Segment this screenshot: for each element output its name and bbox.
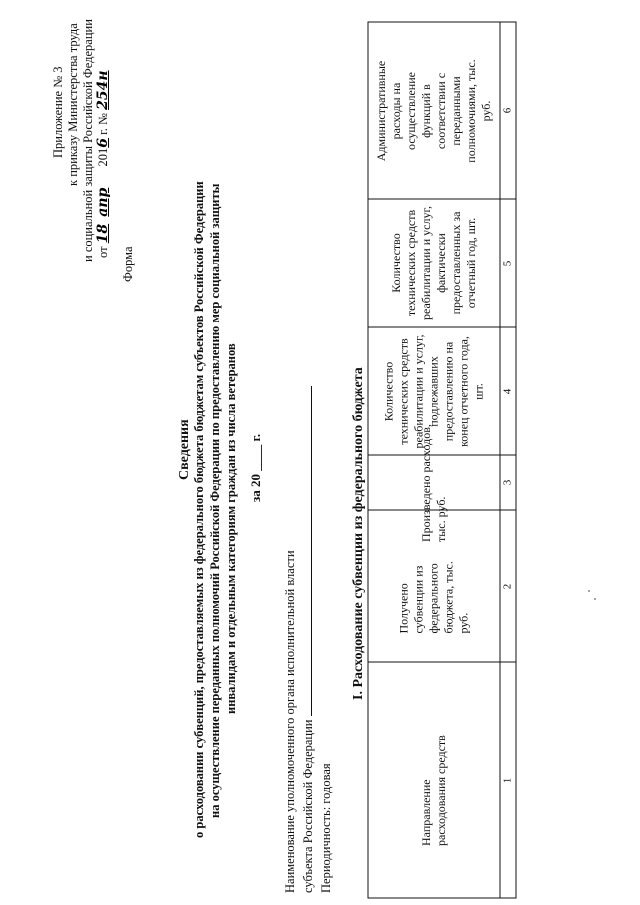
column-number-4 — [500, 327, 516, 455]
column-number-1 — [500, 662, 516, 898]
year-prefix: 201 — [96, 147, 110, 167]
report-period: за 20 ____ г. — [248, 433, 263, 502]
scan-speck — [588, 590, 590, 592]
section-title: I. Расходование субвенции из федерального бюджета — [351, 367, 366, 700]
header-cell-5 — [368, 199, 500, 327]
title-line-3: инвалидам и отдельным категориям граждан из числа ветеранов — [224, 343, 238, 714]
header-cell-4 — [368, 327, 500, 455]
handwritten-month: апр — [95, 187, 111, 217]
title-line-2: на осуществление переданных полномочий Российской Федерации по предоставлению мер социальной защиты — [208, 183, 222, 818]
header-due-quantity: Количество технических средств реабилитации и услуг, подлежавших предоставлению на конец отчетного года, шт. — [381, 333, 486, 449]
title-line-1: о расходовании субвенций, предоставляемых из федерального бюджета бюджетам субъектов Российской Федерации — [192, 181, 206, 838]
header-direction: Направление расходования средств — [419, 735, 448, 846]
date-prefix: от — [96, 246, 110, 258]
column-number-2 — [500, 510, 516, 662]
handwritten-order-number: 254н — [95, 70, 111, 110]
column-number-6-text: 6 — [501, 107, 514, 114]
scan-speck — [594, 598, 596, 600]
column-number-6 — [500, 22, 516, 199]
column-number-1-text: 1 — [501, 777, 514, 783]
header-provided-quantity: Количество технических средств реабилитации и услуг, фактически предоставленных за отчетный год, шт. — [389, 205, 478, 321]
handwritten-day: 18 — [95, 223, 111, 244]
document-heading: Сведения — [177, 419, 192, 480]
form-label: Форма — [121, 246, 135, 282]
header-spent: Произведено расходов, тыс. руб. — [419, 423, 448, 542]
authority-label: Наименование уполномоченного органа исполнительной власти — [283, 550, 297, 893]
column-number-5 — [500, 199, 516, 327]
header-received: Получено субвенции из федерального бюджета, тыс. руб. — [396, 560, 471, 633]
header-cell-3 — [368, 423, 500, 542]
appendix-label: Приложение № 3 — [51, 66, 65, 158]
periodicity-label: Периодичность: годовая — [319, 763, 333, 893]
column-number-2-text: 2 — [501, 583, 514, 589]
header-admin-expenses: Административные расходы на осуществление функций в соответствии с переданными полномочиями, тыс. руб. — [374, 58, 493, 163]
number-prefix: г. № — [96, 113, 110, 135]
handwritten-year-digit: 6 — [95, 138, 111, 148]
header-cell-1 — [368, 662, 500, 898]
order-line-2: и социальной защиты Российской Федерации — [81, 19, 95, 262]
column-number-3-text: 3 — [501, 479, 514, 486]
column-number-4-text: 4 — [501, 388, 514, 394]
column-number-5-text: 5 — [501, 260, 514, 266]
order-line-1: к приказу Министерства труда — [66, 23, 80, 186]
subject-text: субъекта Российской Федерации — [301, 719, 315, 893]
column-number-3 — [500, 455, 516, 510]
header-cell-6 — [368, 22, 500, 199]
